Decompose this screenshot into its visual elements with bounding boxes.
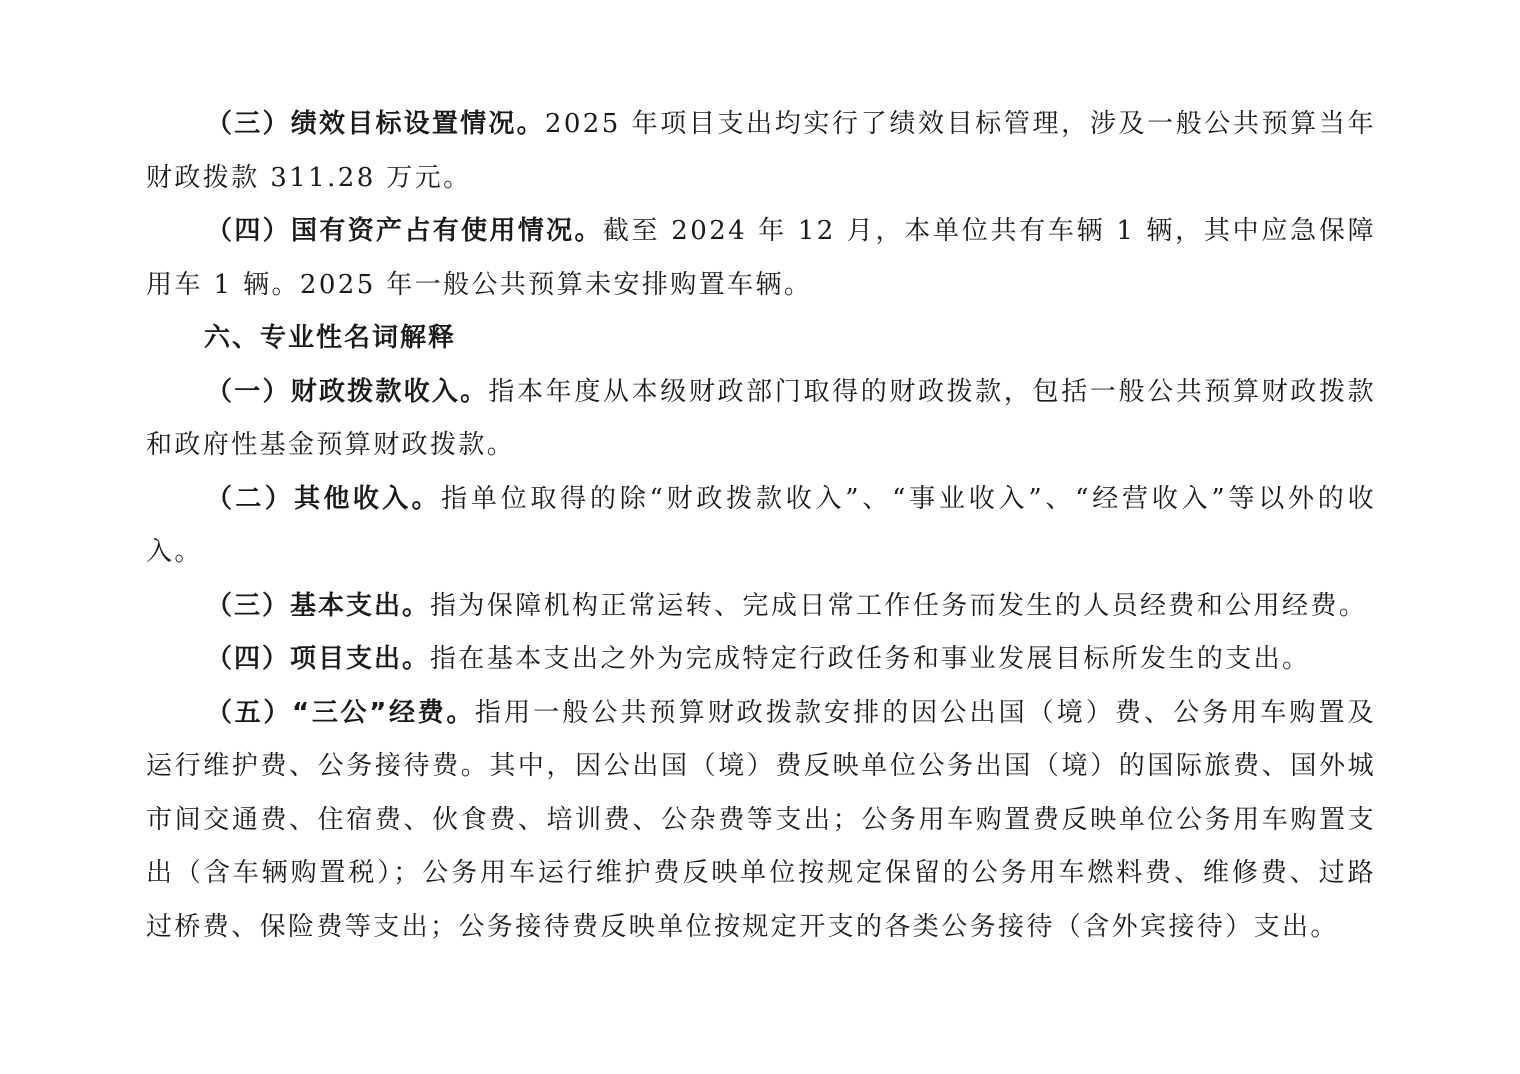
paragraph-fiscal-appropriation-income — [146, 366, 1376, 473]
paragraph-project-expenditure — [146, 633, 1376, 687]
paragraph-lead: （一）财政拨款收入。 — [206, 376, 489, 407]
paragraph-text: 2025 年项目支出均实行了绩效目标管理，涉及一般公共预算当年财政拨款 311.28 万元。 — [146, 109, 1376, 193]
paragraph-lead: （三）基本支出。 — [206, 590, 431, 621]
paragraph-performance-targets — [146, 98, 1376, 205]
paragraph-text: 截至 2024 年 12 月，本单位共有车辆 1 辆，其中应急保障用车 1 辆。2025 年一般公共预算未安排购置车辆。 — [146, 216, 1376, 300]
paragraph-state-assets — [146, 205, 1376, 312]
paragraph-lead: （四）国有资产占有使用情况。 — [206, 216, 603, 246]
paragraph-text: 指本年度从本级财政部门取得的财政拨款，包括一般公共预算财政拨款和政府性基金预算财政拨款。 — [146, 376, 1376, 460]
paragraph-lead: （三）绩效目标设置情况。 — [206, 109, 545, 139]
paragraph-three-public-expenses — [146, 687, 1376, 955]
paragraph-text: 指单位取得的除“财政拨款收入”、“事业收入”、“经营收入”等以外的收入。 — [146, 483, 1376, 567]
paragraph-lead: （五）“三公”经费。 — [206, 697, 476, 728]
paragraph-other-income — [146, 473, 1376, 580]
paragraph-lead: （二）其他收入。 — [206, 483, 442, 514]
paragraph-text: 指为保障机构正常运转、完成日常工作任务而发生的人员经费和公用经费。 — [430, 590, 1368, 621]
document-body — [146, 98, 1376, 954]
paragraph-lead: （四）项目支出。 — [206, 644, 431, 674]
paragraph-text: 指在基本支出之外为完成特定行政任务和事业发展目标所发生的支出。 — [430, 644, 1311, 674]
section-heading: 六、专业性名词解释 — [204, 323, 457, 353]
paragraph-text: 指用一般公共预算财政拨款安排的因公出国（境）费、公务用车购置及运行维护费、公务接待费。其中，因公出国（境）费反映单位公务出国（境）的国际旅费、国外城市间交通费、住宿费、伙食费、培训费、公杂费等支出；公务用车购置费反映单位公务用车购置支出（含车辆购置税）；公务用车运行维护费反映单位按规定保留的公务用车燃料费、维修费、过路过桥费、保险费等支出；公务接待费反映单位按规定开支的各类公务接待（含外宾接待）支出。 — [146, 697, 1376, 942]
paragraph-basic-expenditure — [146, 580, 1376, 634]
